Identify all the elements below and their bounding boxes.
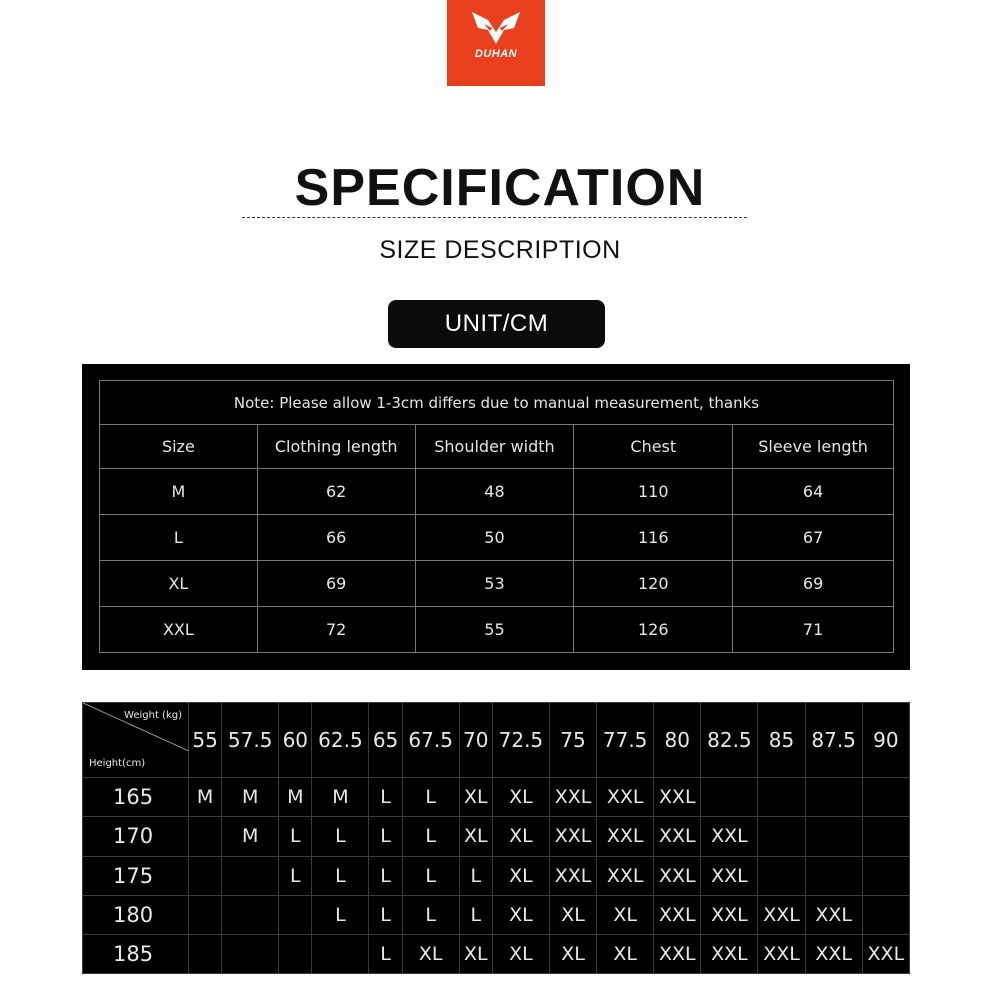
size-recommendation-cell: L <box>369 778 402 817</box>
page-subtitle: SIZE DESCRIPTION <box>379 236 621 264</box>
weight-header: 67.5 <box>402 703 459 778</box>
column-header: Sleeve length <box>733 425 894 469</box>
size-recommendation-cell: XXL <box>549 817 596 856</box>
size-recommendation-cell <box>701 778 758 817</box>
size-recommendation-cell: XL <box>492 934 549 973</box>
unit-badge: UNIT/CM <box>388 300 605 348</box>
size-recommendation-cell <box>805 778 862 817</box>
height-label: 165 <box>83 778 189 817</box>
size-recommendation-cell <box>312 934 369 973</box>
size-recommendation-cell: XL <box>492 856 549 895</box>
size-recommendation-cell: L <box>369 856 402 895</box>
table-cell: 64 <box>733 469 894 515</box>
size-recommendation-cell <box>189 934 222 973</box>
weight-axis-label: Weight (kg) <box>124 710 182 721</box>
column-header: Shoulder width <box>415 425 574 469</box>
size-recommendation-cell: XL <box>549 934 596 973</box>
size-recommendation-cell: L <box>369 817 402 856</box>
size-recommendation-cell: L <box>459 895 492 934</box>
size-recommendation-cell: XXL <box>805 934 862 973</box>
size-recommendation-cell <box>222 934 279 973</box>
height-label: 180 <box>83 895 189 934</box>
weight-header: 90 <box>862 703 909 778</box>
size-recommendation-cell <box>805 817 862 856</box>
table-row <box>100 561 894 607</box>
height-label: 175 <box>83 856 189 895</box>
size-recommendation-cell: L <box>402 895 459 934</box>
table-cell: 62 <box>257 469 415 515</box>
duhan-fox-logo-icon <box>470 10 522 46</box>
size-recommendation-cell: XL <box>492 895 549 934</box>
size-recommendation-cell: XXL <box>701 817 758 856</box>
size-table <box>99 380 894 653</box>
table-cell: 116 <box>574 515 733 561</box>
size-recommendation-cell: XL <box>402 934 459 973</box>
size-recommendation-cell: XXL <box>654 817 701 856</box>
size-recommendation-cell: M <box>222 817 279 856</box>
size-recommendation-cell: XXL <box>654 778 701 817</box>
size-recommendation-cell: XL <box>459 934 492 973</box>
size-recommendation-cell: XL <box>459 817 492 856</box>
size-recommendation-cell <box>189 856 222 895</box>
size-recommendation-cell: L <box>312 895 369 934</box>
table-cell: 67 <box>733 515 894 561</box>
size-recommendation-cell <box>758 856 805 895</box>
column-header: Size <box>100 425 258 469</box>
column-header: Chest <box>574 425 733 469</box>
size-recommendation-cell: M <box>279 778 312 817</box>
table-cell: 50 <box>415 515 574 561</box>
size-recommendation-cell: XL <box>597 934 654 973</box>
size-recommendation-cell: M <box>222 778 279 817</box>
weight-header: 55 <box>189 703 222 778</box>
weight-header: 85 <box>758 703 805 778</box>
size-recommendation-cell: XXL <box>805 895 862 934</box>
weight-height-table <box>82 702 910 974</box>
page-title: SPECIFICATION <box>294 159 706 217</box>
size-recommendation-cell: L <box>279 856 312 895</box>
weight-height-chart-panel <box>82 702 910 974</box>
table-row <box>83 856 910 895</box>
size-recommendation-cell: L <box>312 856 369 895</box>
size-recommendation-cell <box>189 817 222 856</box>
size-recommendation-cell: XL <box>549 895 596 934</box>
weight-header: 80 <box>654 703 701 778</box>
column-header: Clothing length <box>257 425 415 469</box>
weight-header: 60 <box>279 703 312 778</box>
table-row <box>83 895 910 934</box>
table-row <box>83 778 910 817</box>
title-divider <box>242 217 747 218</box>
size-recommendation-cell: XXL <box>597 817 654 856</box>
table-cell: 110 <box>574 469 733 515</box>
size-cell: L <box>100 515 258 561</box>
size-recommendation-cell <box>279 934 312 973</box>
height-label: 170 <box>83 817 189 856</box>
size-cell: M <box>100 469 258 515</box>
table-row <box>83 934 910 973</box>
size-recommendation-cell: L <box>402 778 459 817</box>
size-recommendation-cell: L <box>402 817 459 856</box>
weight-header: 77.5 <box>597 703 654 778</box>
size-recommendation-cell: XXL <box>597 778 654 817</box>
size-recommendation-cell: XXL <box>758 934 805 973</box>
size-recommendation-cell: XXL <box>758 895 805 934</box>
size-recommendation-cell: XL <box>459 778 492 817</box>
table-cell: 69 <box>733 561 894 607</box>
table-cell: 120 <box>574 561 733 607</box>
size-recommendation-cell <box>862 895 909 934</box>
size-recommendation-cell: XXL <box>597 856 654 895</box>
size-recommendation-cell <box>189 895 222 934</box>
size-recommendation-cell: L <box>312 817 369 856</box>
table-cell: 72 <box>257 607 415 653</box>
table-cell: 53 <box>415 561 574 607</box>
table-cell: 69 <box>257 561 415 607</box>
size-recommendation-cell: XL <box>597 895 654 934</box>
size-recommendation-cell: M <box>312 778 369 817</box>
size-recommendation-cell <box>862 856 909 895</box>
weight-header: 65 <box>369 703 402 778</box>
weight-header: 72.5 <box>492 703 549 778</box>
size-recommendation-cell: L <box>369 895 402 934</box>
table-cell: 126 <box>574 607 733 653</box>
weight-header: 82.5 <box>701 703 758 778</box>
size-recommendation-cell: L <box>459 856 492 895</box>
table-row <box>100 515 894 561</box>
table-cell: 66 <box>257 515 415 561</box>
weight-header: 70 <box>459 703 492 778</box>
size-recommendation-cell <box>862 778 909 817</box>
size-recommendation-cell: XXL <box>654 895 701 934</box>
table-cell: 71 <box>733 607 894 653</box>
size-recommendation-cell: L <box>369 934 402 973</box>
brand-logo <box>447 0 545 86</box>
size-recommendation-cell <box>758 778 805 817</box>
table-row <box>100 607 894 653</box>
size-recommendation-cell <box>758 817 805 856</box>
size-recommendation-cell: XXL <box>549 778 596 817</box>
table-cell: 48 <box>415 469 574 515</box>
size-recommendation-cell: XXL <box>701 895 758 934</box>
size-recommendation-cell: XXL <box>701 934 758 973</box>
table-cell: 55 <box>415 607 574 653</box>
size-table-panel <box>82 364 910 670</box>
weight-header: 57.5 <box>222 703 279 778</box>
height-label: 185 <box>83 934 189 973</box>
weight-header: 87.5 <box>805 703 862 778</box>
brand-name: DUHAN <box>474 48 518 60</box>
size-recommendation-cell: XL <box>492 817 549 856</box>
size-recommendation-cell: XXL <box>549 856 596 895</box>
corner-header <box>83 703 189 778</box>
measurement-note: Note: Please allow 1-3cm differs due to manual measurement, thanks <box>100 381 894 425</box>
weight-header: 75 <box>549 703 596 778</box>
size-recommendation-cell <box>862 817 909 856</box>
height-axis-label: Height(cm) <box>89 758 146 770</box>
size-recommendation-cell: M <box>189 778 222 817</box>
size-recommendation-cell: L <box>402 856 459 895</box>
size-recommendation-cell <box>222 856 279 895</box>
size-recommendation-cell: XXL <box>654 856 701 895</box>
size-cell: XL <box>100 561 258 607</box>
size-recommendation-cell: XXL <box>701 856 758 895</box>
size-recommendation-cell <box>805 856 862 895</box>
size-recommendation-cell: XXL <box>654 934 701 973</box>
size-recommendation-cell: XL <box>492 778 549 817</box>
weight-header: 62.5 <box>312 703 369 778</box>
size-cell: XXL <box>100 607 258 653</box>
size-recommendation-cell: L <box>279 817 312 856</box>
table-row <box>83 817 910 856</box>
size-recommendation-cell <box>279 895 312 934</box>
size-recommendation-cell <box>222 895 279 934</box>
size-recommendation-cell: XXL <box>862 934 909 973</box>
table-row <box>100 469 894 515</box>
